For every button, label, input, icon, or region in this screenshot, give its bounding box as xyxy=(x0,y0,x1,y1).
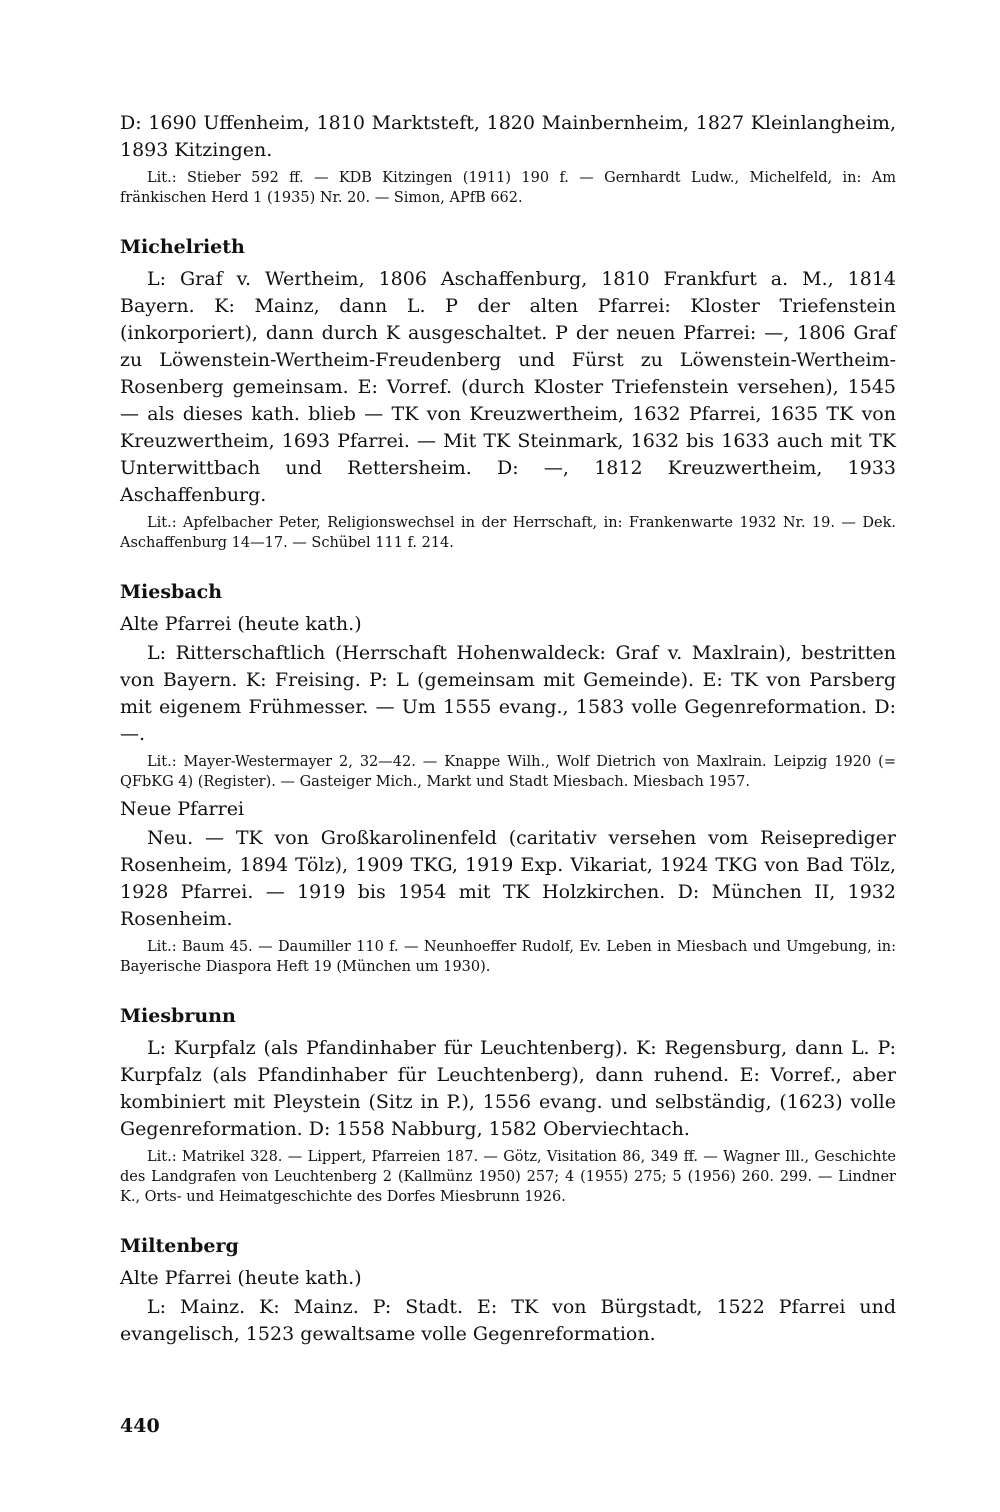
michelrieth-text: L: Graf v. Wertheim, 1806 Aschaffenburg, 1810 Frankfurt a. M., 1814 Bayern. K: Mainz, dann L. P der alten Pfarrei: Kloster Triefenstein (inkorporiert), dann durch K ausgeschaltet. P der neuen Pfarrei: —, 1806 Graf zu Löwenstein-Wertheim-Freudenberg und Fürst zu Löwenstein-Wertheim-Rosenberg gemeinsam. E: Vorref. (durch Kloster Triefenstein versehen), 1545 — als dieses kath. blieb — TK von Kreuzwertheim, 1632 Pfarrei, 1635 TK von Kreuzwertheim, 1693 Pfarrei. — Mit TK Steinmark, 1632 bis 1633 auch mit TK Unterwittbach und Rettersheim. D: —, 1812 Kreuzwertheim, 1933 Aschaffenburg. xyxy=(120,268,896,506)
entry-continuation-literature: Lit.: Stieber 592 ff. — KDB Kitzingen (1911) 190 f. — Gernhardt Ludw., Michelfeld, in: Am fränkischen Herd 1 (1935) Nr. 20. — Simon, APfB 662. xyxy=(120,170,896,206)
heading-miltenberg: Miltenberg xyxy=(120,1235,239,1257)
miesbach-new-literature: Lit.: Baum 45. — Daumiller 110 f. — Neunhoeffer Rudolf, Ev. Leben in Miesbach und Umgebung, in: Bayerische Diaspora Heft 19 (München um 1930). xyxy=(120,939,896,975)
michelrieth-literature: Lit.: Apfelbacher Peter, Religionswechsel in der Herrschaft, in: Frankenwarte 1932 Nr. 19. — Dek. Aschaffenburg 14—17. — Schübel 111 f. 214. xyxy=(120,515,896,551)
entry-continuation-text: D: 1690 Uffenheim, 1810 Marktsteft, 1820 Mainbernheim, 1827 Kleinlangheim, 1893 Kitzingen. xyxy=(120,112,896,161)
miesbrunn-text: L: Kurpfalz (als Pfandinhaber für Leuchtenberg). K: Regensburg, dann L. P: Kurpfalz (als Pfandinhaber für Leuchtenberg), dann ruhend. E: Vorref., aber kombiniert mit Pleystein (Sitz in P.), 1556 evang. und selbständig, (1623) volle Gegenreformation. D: 1558 Nabburg, 1582 Oberviechtach. xyxy=(120,1037,896,1140)
heading-miesbrunn: Miesbrunn xyxy=(120,1005,236,1027)
miesbach-subheading-new: Neue Pfarrei xyxy=(120,798,245,820)
miesbrunn-literature: Lit.: Matrikel 328. — Lippert, Pfarreien 187. — Götz, Visitation 86, 349 ff. — Wagner Ill., Geschichte des Landgrafen von Leuchtenberg 2 (Kallmünz 1950) 257; 4 (1955) 275; 5 (1956) 260. 299. — Lindner K., Orts- und Heimatgeschichte des Dorfes Miesbrunn 1926. xyxy=(120,1149,896,1205)
miltenberg-subheading-old: Alte Pfarrei (heute kath.) xyxy=(120,1267,362,1289)
miesbach-old-text: L: Ritterschaftlich (Herrschaft Hohenwaldeck: Graf v. Maxlrain), bestritten von Bayern. K: Freising. P: L (gemeinsam mit Gemeinde). E: TK von Parsberg mit eigenem Frühmesser. — Um 1555 evang., 1583 volle Gegenreformation. D: —. xyxy=(120,642,896,745)
page-number: 440 xyxy=(120,1415,160,1437)
page-content xyxy=(120,110,896,1348)
miesbach-old-literature: Lit.: Mayer-Westermayer 2, 32—42. — Knappe Wilh., Wolf Dietrich von Maxlrain. Leipzig 1920 (= QFbKG 4) (Register). — Gasteiger Mich., Markt und Stadt Miesbach. Miesbach 1957. xyxy=(120,754,896,790)
heading-miesbach: Miesbach xyxy=(120,581,223,603)
miltenberg-old-text: L: Mainz. K: Mainz. P: Stadt. E: TK von Bürgstadt, 1522 Pfarrei und evangelisch, 1523 gewaltsame volle Gegenreformation. xyxy=(120,1296,896,1345)
miesbach-new-text: Neu. — TK von Großkarolinenfeld (caritativ versehen vom Reiseprediger Rosenheim, 1894 Tölz), 1909 TKG, 1919 Exp. Vikariat, 1924 TKG von Bad Tölz, 1928 Pfarrei. — 1919 bis 1954 mit TK Holzkirchen. D: München II, 1932 Rosenheim. xyxy=(120,827,896,930)
miesbach-subheading-old: Alte Pfarrei (heute kath.) xyxy=(120,613,362,635)
heading-michelrieth: Michelrieth xyxy=(120,236,245,258)
